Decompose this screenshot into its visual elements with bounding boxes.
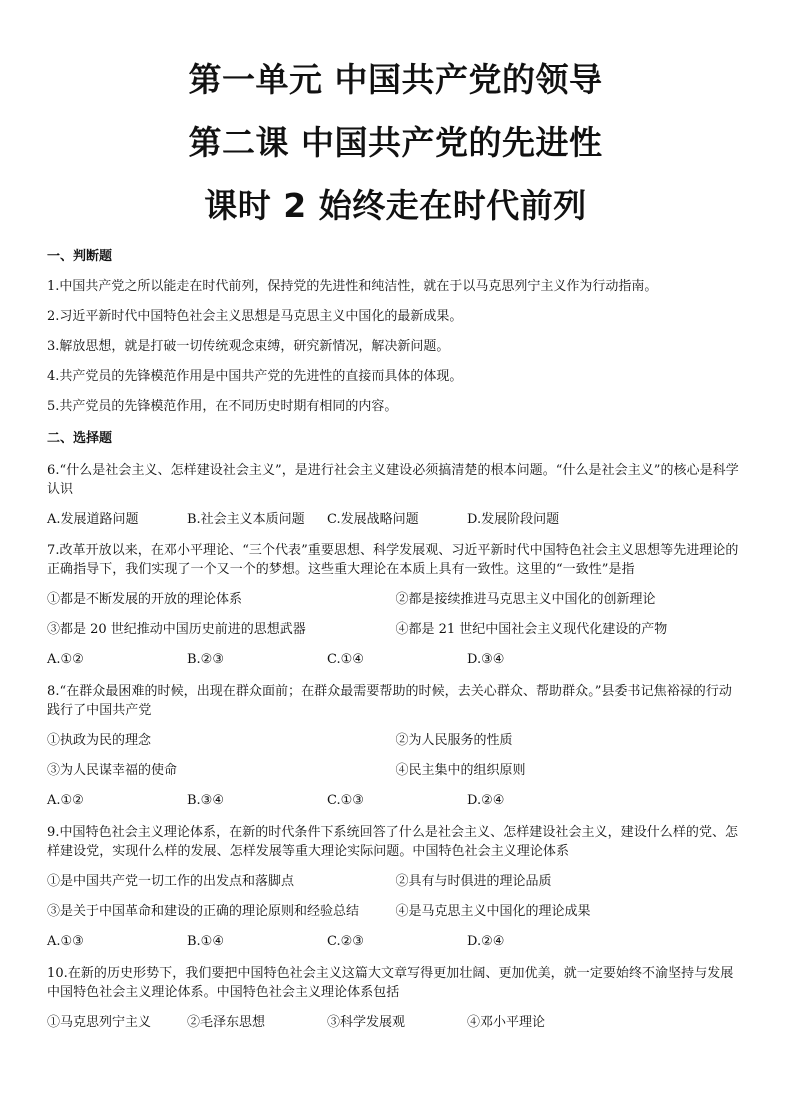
- option-1: ①执政为民的理念: [47, 733, 152, 748]
- option-3: ③为人民谋幸福的使命: [47, 763, 178, 778]
- answer-c: C.①④: [327, 652, 364, 667]
- answer-d: D.③④: [467, 652, 505, 667]
- option-4: ④民主集中的组织原则: [395, 763, 526, 778]
- option-4: ④邓小平理论: [467, 1015, 546, 1030]
- title-block: [47, 0, 744, 226]
- question-9-options-row-2: [47, 903, 744, 921]
- question-8-stem: 8.“在群众最困难的时候，出现在群众面前；在群众最需要帮助的时候，去关心群众、帮助群众。”县委书记焦裕禄的行动践行了中国共产党: [47, 684, 732, 718]
- question-6-answers: [47, 511, 744, 529]
- option-1: ①都是不断发展的开放的理论体系: [47, 592, 243, 607]
- question-10-options: [47, 1014, 744, 1032]
- question-10: [47, 964, 744, 1032]
- question-7-stem: 7.改革开放以来，在邓小平理论、“三个代表”重要思想、科学发展观、习近平新时代中国特色社会主义思想等先进理论的正确指导下，我们实现了一个又一个的梦想。这些重大理论在本质上具有一致性。这里的“一致性”是指: [47, 543, 739, 577]
- answer-a: A.发展道路问题: [47, 512, 139, 527]
- lesson-title: 第二课 中国共产党的先进性: [188, 123, 603, 162]
- judgment-item-1: 1.中国共产党之所以能走在时代前列，保持党的先进性和纯洁性，就在于以马克思列宁主义作为行动指南。: [47, 279, 658, 294]
- answer-c: C.发展战略问题: [327, 512, 419, 527]
- answer-a: A.①③: [47, 934, 84, 949]
- answer-d: D.发展阶段问题: [467, 512, 560, 527]
- question-8: [47, 682, 744, 810]
- judgment-heading: 一、判断题: [47, 249, 113, 264]
- answer-b: B.②③: [187, 652, 224, 667]
- option-1: ①马克思列宁主义: [47, 1015, 152, 1030]
- answer-c: C.①③: [327, 793, 364, 808]
- answer-b: B.社会主义本质问题: [187, 512, 305, 527]
- option-2: ②都是接续推进马克思主义中国化的创新理论: [395, 592, 656, 607]
- option-3: ③都是 20 世纪推动中国历史前进的思想武器: [47, 622, 306, 637]
- question-8-options-row-2: [47, 762, 744, 780]
- option-2: ②为人民服务的性质: [395, 733, 513, 748]
- option-4: ④都是 21 世纪中国社会主义现代化建设的产物: [395, 622, 668, 637]
- judgment-item-5: 5.共产党员的先锋模范作用，在不同历史时期有相同的内容。: [47, 399, 398, 414]
- question-7-options-row-1: [47, 591, 744, 609]
- question-9: [47, 823, 744, 951]
- option-2: ②毛泽东思想: [187, 1015, 266, 1030]
- answer-b: B.①④: [187, 934, 224, 949]
- answer-a: A.①②: [47, 793, 84, 808]
- option-1: ①是中国共产党一切工作的出发点和落脚点: [47, 874, 295, 889]
- question-8-options-row-1: [47, 732, 744, 750]
- question-7-options-row-2: [47, 621, 744, 639]
- judgment-item-3: 3.解放思想，就是打破一切传统观念束缚，研究新情况，解决新问题。: [47, 339, 450, 354]
- choice-heading: 二、选择题: [47, 431, 113, 446]
- judgment-item-2: 2.习近平新时代中国特色社会主义思想是马克思主义中国化的最新成果。: [47, 309, 463, 324]
- question-10-stem: 10.在新的历史形势下，我们要把中国特色社会主义这篇大文章写得更加壮阔、更加优美，就一定要始终不渝坚持与发展中国特色社会主义理论体系。中国特色社会主义理论体系包括: [47, 966, 734, 1000]
- question-7: [47, 541, 744, 669]
- answer-d: D.②④: [467, 934, 505, 949]
- answer-c: C.②③: [327, 934, 364, 949]
- option-4: ④是马克思主义中国化的理论成果: [395, 904, 591, 919]
- answer-d: D.②④: [467, 793, 505, 808]
- question-6: [47, 461, 744, 529]
- answer-a: A.①②: [47, 652, 84, 667]
- question-8-answers: [47, 792, 744, 810]
- question-9-answers: [47, 933, 744, 951]
- question-9-stem: 9.中国特色社会主义理论体系，在新的时代条件下系统回答了什么是社会主义、怎样建设社会主义，建设什么样的党、怎样建设党，实现什么样的发展、怎样发展等重大理论实际问题。中国特色社会主义理论体系: [47, 825, 739, 859]
- question-6-stem: 6.“什么是社会主义、怎样建设社会主义”，是进行社会主义建设必须搞清楚的根本问题。“什么是社会主义”的核心是科学认识: [47, 463, 739, 497]
- period-title: 课时 2 始终走在时代前列: [204, 186, 587, 225]
- option-2: ②具有与时俱进的理论品质: [395, 874, 552, 889]
- option-3: ③科学发展观: [327, 1015, 406, 1030]
- judgment-item-4: 4.共产党员的先锋模范作用是中国共产党的先进性的直接而具体的体现。: [47, 369, 463, 384]
- question-9-options-row-1: [47, 873, 744, 891]
- answer-b: B.③④: [187, 793, 224, 808]
- unit-title: 第一单元 中国共产党的领导: [188, 60, 603, 99]
- question-7-answers: [47, 651, 744, 669]
- option-3: ③是关于中国革命和建设的正确的理论原则和经验总结: [47, 904, 360, 919]
